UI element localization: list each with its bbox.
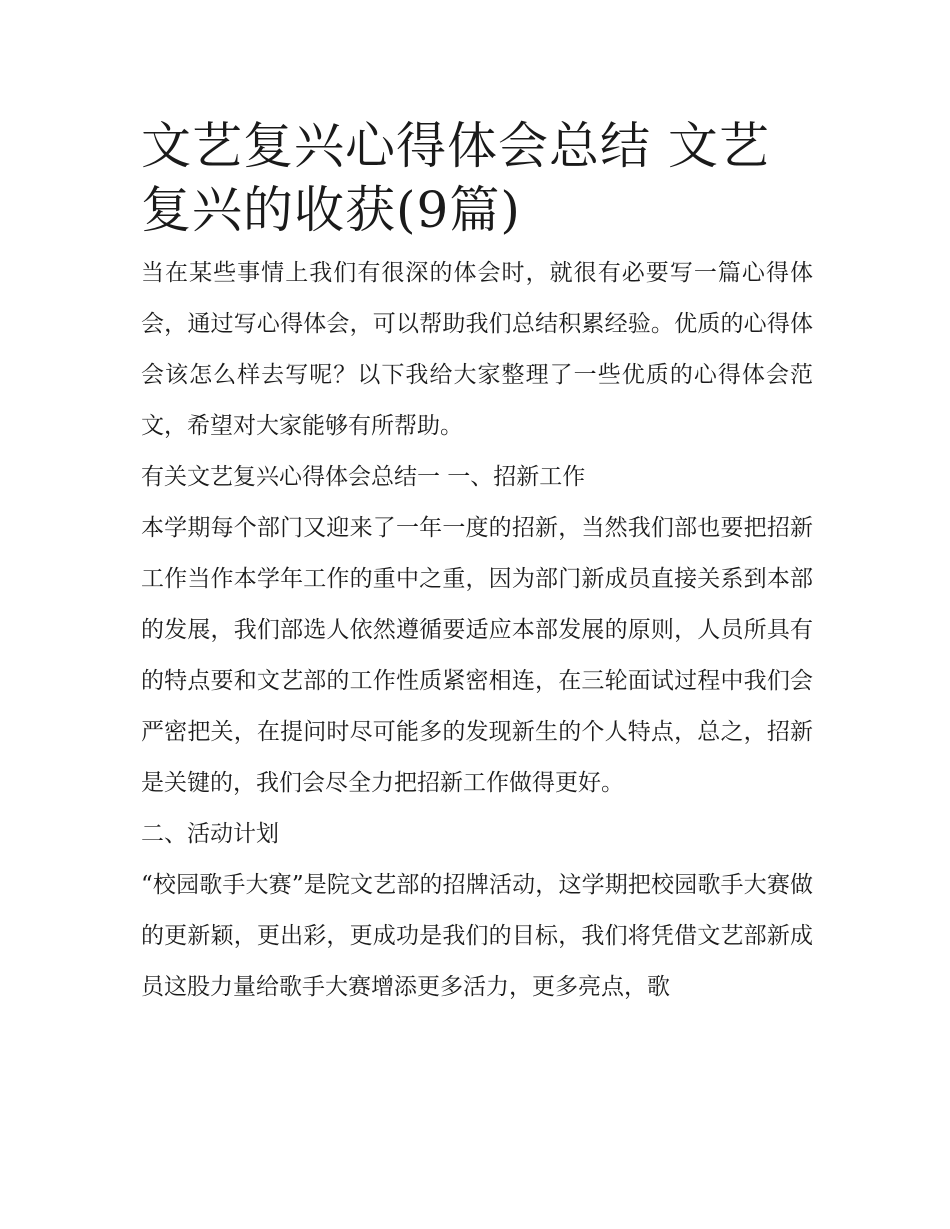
section-heading: 有关文艺复兴心得体会总结一 一、招新工作 [141,464,586,490]
recruitment-paragraph: 本学期每个部门又迎来了一年一度的招新，当然我们部也要把招新工作当作本学年工作的重中之重，因为部门新成员直接关系到本部的发展，我们部选人依然遵循要适应本部发展的原则，人员所具有的特点要和文艺部的工作性质紧密相连，在三轮面试过程中我们会严密把关，在提问时尽可能多的发现新生的个人特点，总之，招新是关键的，我们会尽全力把招新工作做得更好。 [141,515,813,796]
document-page [141,114,813,1013]
document-title: 文艺复兴心得体会总结 文艺复兴的收获(9篇) [141,117,770,239]
activity-paragraph: “校园歌手大赛”是院文艺部的招牌活动，这学期把校园歌手大赛做的更新颖，更出彩，更成功是我们的目标，我们将凭借文艺部新成员这股力量给歌手大赛增添更多活力，更多亮点，歌 [141,872,813,1000]
intro-paragraph: 当在某些事情上我们有很深的体会时，就很有必要写一篇心得体会，通过写心得体会，可以帮助我们总结积累经验。优质的心得体会该怎么样去写呢？以下我给大家整理了一些优质的心得体会范文，希望对大家能够有所帮助。 [141,260,813,439]
activity-plan-heading: 二、活动计划 [141,821,279,847]
